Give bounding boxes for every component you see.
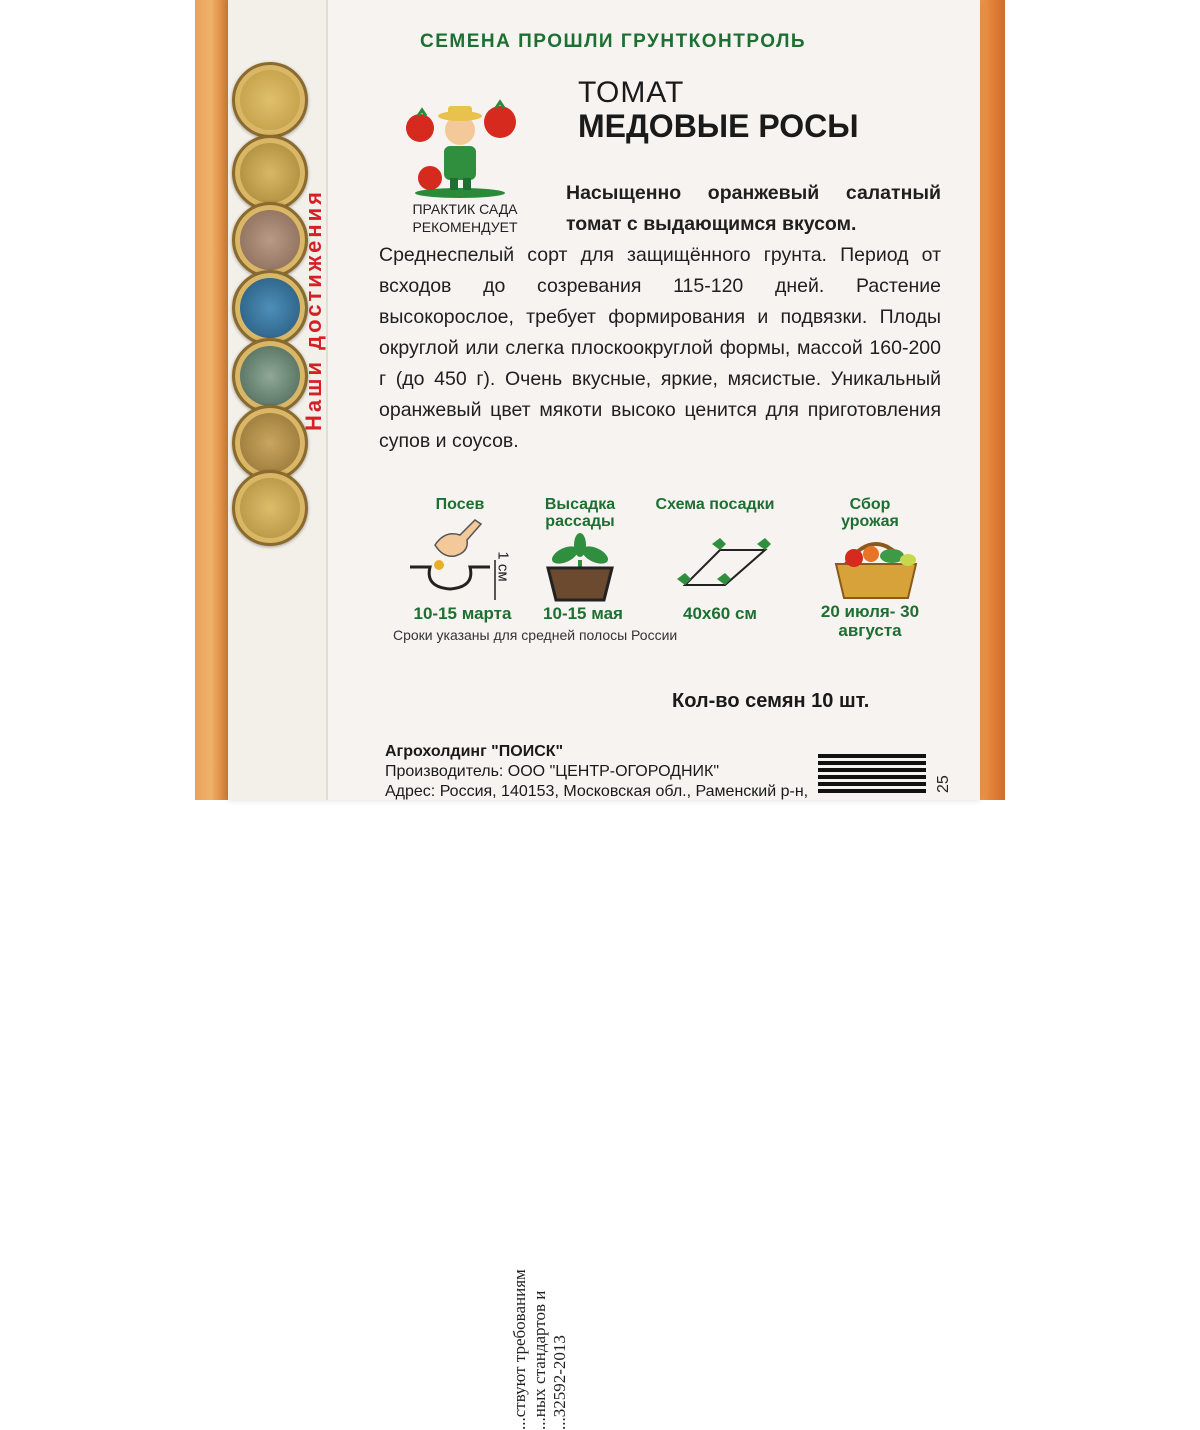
packet-header: СЕМЕНА ПРОШЛИ ГРУНТКОНТРОЛЬ bbox=[420, 31, 807, 52]
achievements-label: Наши достижения bbox=[301, 189, 326, 431]
product-description: Насыщенно оранжевый салатный томат с выдающимся вкусом. Среднеспелый сорт для защищённого грунта. Период от всходов до созревания 115-120 дней. Растение высокорослое, требует формирования и подвязки. Плоды округлой или слегка плоскоокруглой формы, массой 160-200 г (до 450 г). Очень вкусные, яркие, мясистые. Уникальный оранжевый цвет мякоти высоко ценится для приготовления супов и соусов. bbox=[379, 182, 941, 452]
timing-note: Сроки указаны для средней полосы России bbox=[393, 627, 678, 643]
standards-text: ...ствуют требованиям ...ных стандартов и ...32592-2013 bbox=[510, 1269, 569, 1430]
depth-label: 1 см bbox=[494, 551, 512, 582]
harvest-basket-icon bbox=[826, 532, 926, 602]
barcode-number: 25 bbox=[935, 775, 952, 793]
planting-scheme-icon bbox=[665, 535, 780, 600]
step-transplant-date: 10-15 мая bbox=[543, 604, 623, 623]
step-sowing-title: Посев bbox=[435, 496, 485, 513]
step-scheme-title: Схема посадки bbox=[655, 496, 775, 513]
step-sowing-date: 10-15 марта bbox=[413, 604, 512, 623]
seedling-pot-icon bbox=[540, 530, 620, 605]
step-harvest-title: Сбор урожая bbox=[841, 496, 899, 530]
barcode-icon bbox=[818, 754, 926, 800]
step-harvest-date: 20 июля- 30 августа bbox=[820, 602, 920, 640]
product-name: МЕДОВЫЕ РОСЫ bbox=[578, 108, 859, 144]
step-scheme-date: 40х60 см bbox=[682, 604, 758, 623]
product-type: ТОМАТ bbox=[578, 76, 685, 109]
recommend-label: ПРАКТИК САДА РЕКОМЕНДУЕТ bbox=[412, 201, 518, 235]
step-transplant-title: Высадка рассады bbox=[544, 496, 616, 530]
company-info: Агрохолдинг "ПОИСК" Производитель: ООО "ЦЕНТР-ОГОРОДНИК" Адрес: Россия, 140153, Московская обл., Раменский р-н, bbox=[385, 743, 809, 800]
seed-count: Кол-во семян 10 шт. bbox=[672, 690, 870, 712]
